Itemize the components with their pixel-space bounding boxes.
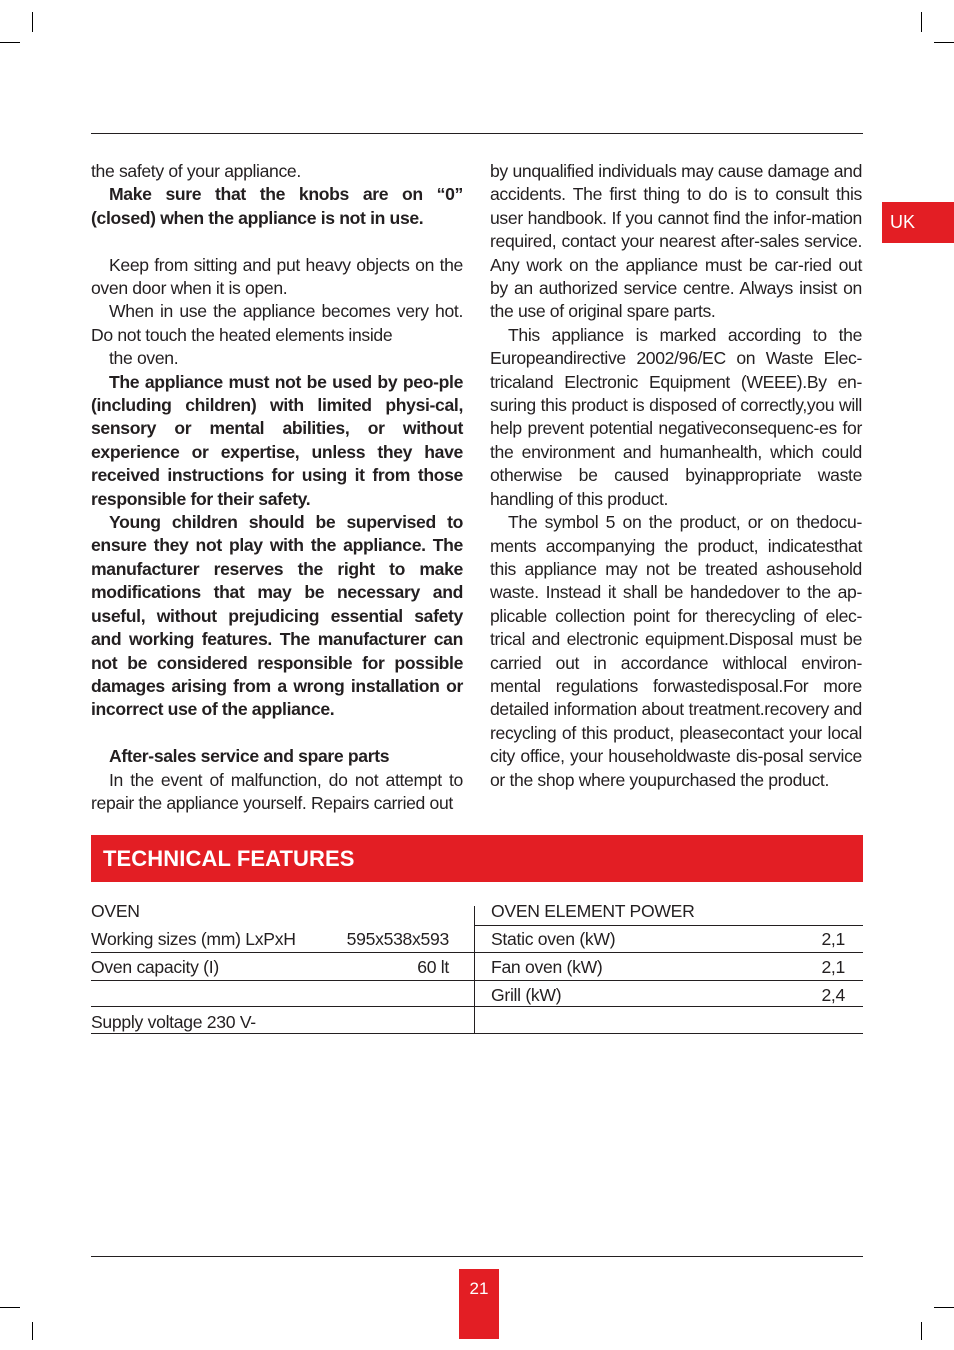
crop-mark xyxy=(934,42,954,43)
paragraph: Make sure that the knobs are on “0” (closed) when the appliance is not in use. xyxy=(91,184,463,228)
row-label: Static oven (kW) xyxy=(491,929,616,949)
paragraph-gap xyxy=(91,722,463,745)
row-label: Supply voltage 230 V- xyxy=(91,1012,256,1032)
paragraph: Young children should be supervised to ensure they not play with the appliance. The manufacturer reserves the right to make modifications that may be necessary and useful, without prejudicing essential safety and working features. The manufacturer can not be considered responsible for possible damages arising from a wrong installation or incorrect use of the appliance. xyxy=(91,512,463,720)
row-value: 595x538x593 xyxy=(346,929,449,949)
table-row xyxy=(491,926,845,953)
paragraph: Keep from sitting and put heavy objects on the oven door when it is open. xyxy=(91,254,463,299)
table-rule xyxy=(91,1006,863,1007)
crop-mark xyxy=(32,12,33,32)
paragraph: This appliance is marked according to the Europeandirective 2002/96/EC on Waste Elec-tricaland Electronic Equipment (WEEE).By en-suring this product is disposed of correctly,you will help prevent potential negativeconsequenc-es for the environment and humanhealth, which could otherwise be caused byinappropriate waste handling of this product. xyxy=(490,324,862,509)
row-label: Working sizes (mm) LxPxH xyxy=(91,929,296,949)
crop-mark xyxy=(934,1307,954,1308)
table-row xyxy=(91,926,449,953)
language-tab-label: UK xyxy=(890,212,916,232)
table-rule xyxy=(91,980,863,981)
crop-mark xyxy=(32,1322,33,1340)
row-value: 2,1 xyxy=(821,957,845,977)
footer-rule xyxy=(91,1256,863,1257)
row-value: 60 lt xyxy=(417,957,449,977)
paragraph: When in use the appliance becomes very hot. Do not touch the heated elements inside xyxy=(91,301,463,345)
paragraph: In the event of malfunction, do not attempt to repair the appliance yourself. Repairs carried out xyxy=(91,769,463,813)
crop-mark xyxy=(921,1322,922,1340)
paragraph: The symbol 5 on the product, or on thedocu-ments accompanying the product, indicatesthat this appliance may not be treated ashousehold waste. Instead it shall be handedover to the ap-plicable collection point for therecycling of elec-trical and electronic equipment.Disposal must be carried out in accordance withlocal environ-mental regulations forwastedisposal.For more detailed information about treatment.recovery and recycling of this product, pleasecontact your local city office, your householdwaste dis-posal service or the shop where youpurchased the product. xyxy=(490,512,862,790)
crop-mark xyxy=(0,42,20,43)
paragraph: the safety of your appliance. xyxy=(91,161,301,181)
table-row xyxy=(91,954,449,981)
left-text-column xyxy=(91,160,463,815)
table-rule xyxy=(91,952,863,953)
row-value: 2,4 xyxy=(821,985,845,1005)
crop-mark xyxy=(921,12,922,32)
paragraph: the oven. xyxy=(109,348,179,369)
row-label: Fan oven (kW) xyxy=(491,957,603,977)
row-label: Grill (kW) xyxy=(491,985,562,1005)
table-row xyxy=(491,982,845,1009)
row-label: Oven capacity (I) xyxy=(91,957,219,977)
paragraph: The appliance must not be used by peo-ple (including children) with limited physi-cal, sensory or mental abilities, or without experience or expertise, unless they have received instructions for using it from those responsible for their safety. xyxy=(91,371,463,509)
crop-mark xyxy=(0,1307,20,1308)
right-text-column xyxy=(490,160,862,792)
page-number: 21 xyxy=(459,1269,499,1339)
table-row xyxy=(491,954,845,981)
table-divider xyxy=(474,906,475,1033)
technical-features-banner xyxy=(91,835,863,882)
table-rule xyxy=(91,1033,863,1034)
section-heading: After-sales service and spare parts xyxy=(109,746,390,767)
left-table-header: OVEN xyxy=(91,901,140,921)
paragraph: by unqualified individuals may cause damage and accidents. The first thing to do is to consult this user handbook. If you cannot find the infor-mation required, contact your nearest after-sales service. Any work on the appliance must be car-ried out by an authorized service centre. Always insist on the use of original spare parts. xyxy=(490,161,862,322)
table-row xyxy=(91,1009,449,1036)
language-tab xyxy=(882,202,954,243)
banner-title: TECHNICAL FEATURES xyxy=(103,846,355,871)
header-rule xyxy=(91,133,863,134)
table-rule xyxy=(475,925,863,926)
right-table-header: OVEN ELEMENT POWER xyxy=(491,901,695,921)
row-value: 2,1 xyxy=(821,929,845,949)
paragraph-gap xyxy=(91,230,463,253)
